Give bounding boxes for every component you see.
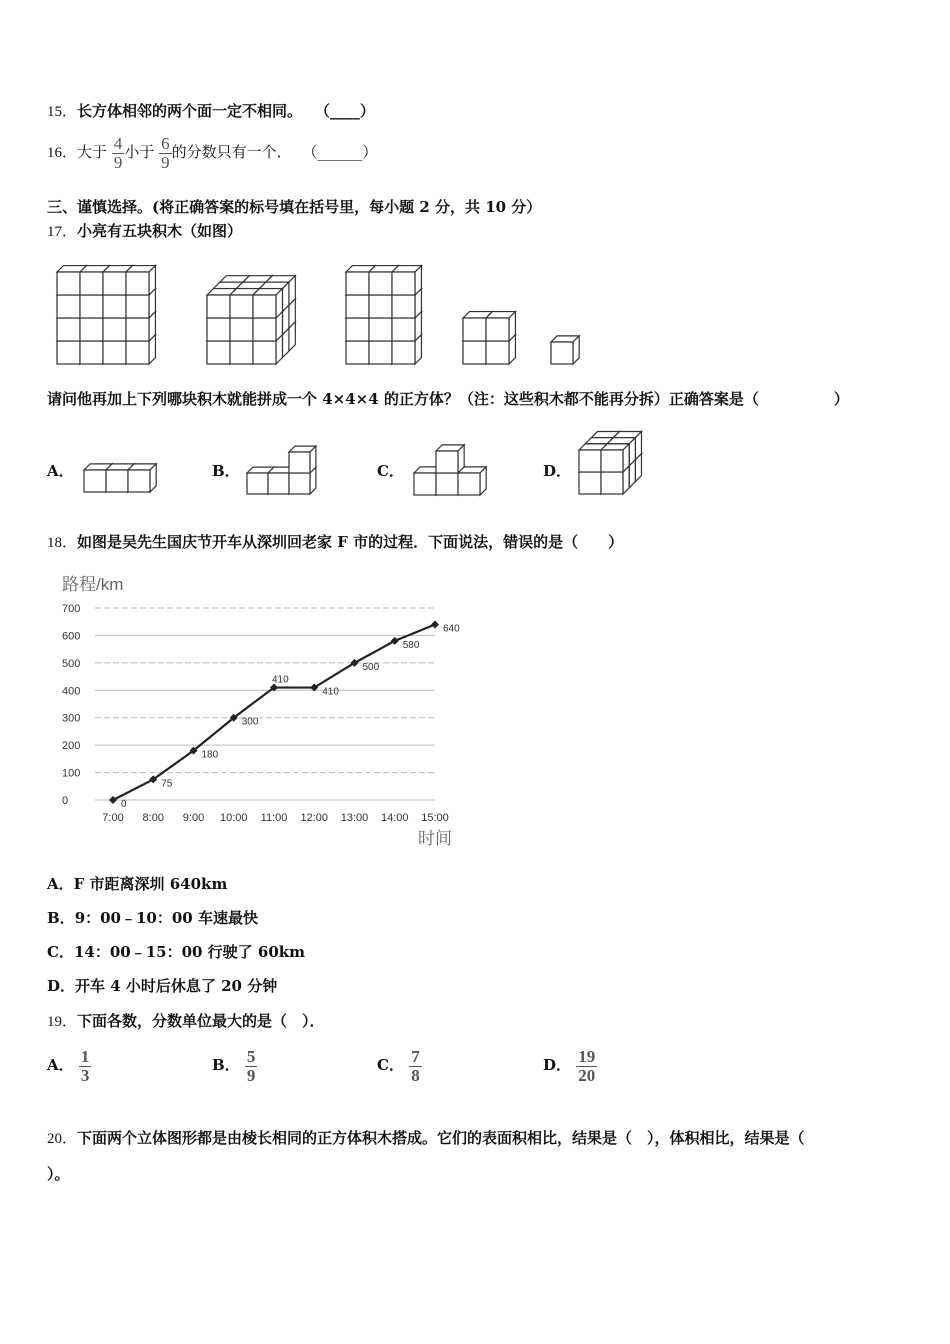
y-axis-label: 路程/km bbox=[62, 575, 124, 594]
data-label: 640 bbox=[443, 623, 460, 635]
data-label: 75 bbox=[161, 778, 173, 790]
data-point bbox=[109, 796, 117, 804]
data-label: 180 bbox=[201, 749, 219, 761]
x-tick-label: 14:00 bbox=[380, 812, 409, 824]
option-label: D． bbox=[47, 977, 76, 995]
option-d-block bbox=[579, 432, 641, 494]
question-text-pre: 大于 bbox=[77, 143, 108, 161]
x-axis-label: 时间 bbox=[418, 829, 452, 848]
option-blocks-figure bbox=[0, 0, 950, 520]
x-tick-label: 12:00 bbox=[300, 812, 329, 824]
option-label: C． bbox=[47, 943, 74, 961]
fraction-option-c: $\frac{7}{8}$ bbox=[411, 1046, 420, 1085]
x-tick-label: 7:00 bbox=[102, 812, 124, 824]
question-text-post: 的分数只有一个． bbox=[171, 143, 292, 161]
option-text: 9：00﹣10：00 车速最快 bbox=[74, 909, 258, 927]
y-tick-label: 500 bbox=[62, 657, 81, 670]
y-tick-label: 600 bbox=[62, 630, 81, 643]
question-text: 下面各数，分数单位最大的是（ ）． bbox=[77, 1012, 325, 1030]
data-label: 300 bbox=[241, 716, 259, 728]
option-c[interactable]: C． bbox=[377, 462, 404, 480]
data-point bbox=[431, 620, 439, 628]
question-20 bbox=[47, 1128, 805, 1149]
series-line bbox=[113, 624, 435, 800]
question-17-prompt: 请问他再加上下列哪块积木就能拼成一个 4×4×4 的正方体？（注：这些积木都不能再分拆）正确答案是（ ） bbox=[47, 390, 849, 408]
option-d[interactable]: D． $\frac{19}{20}$ bbox=[543, 1046, 596, 1085]
question-number: 15． bbox=[47, 104, 78, 120]
y-tick-label: 700 bbox=[62, 603, 81, 615]
question-text: 小亮有五块积木（如图） bbox=[77, 222, 243, 240]
option-text: 开车 4 小时后休息了 20 分钟 bbox=[75, 977, 278, 995]
x-tick-label: 10:00 bbox=[219, 812, 248, 824]
y-tick-label: 400 bbox=[62, 685, 81, 698]
y-tick-label: 0 bbox=[62, 795, 69, 807]
option-b-row[interactable] bbox=[47, 908, 258, 928]
question-19 bbox=[47, 1011, 325, 1032]
data-label: 410 bbox=[272, 674, 289, 686]
fraction-option-b: $\frac{5}{9}$ bbox=[246, 1046, 256, 1085]
option-text: F 市距离深圳 640km bbox=[73, 875, 228, 893]
x-tick-label: 13:00 bbox=[340, 812, 369, 824]
question-text-mid: 小于 bbox=[124, 143, 155, 161]
question-text: 长方体相邻的两个面一定不相同。 bbox=[77, 102, 303, 120]
y-tick-label: 100 bbox=[62, 767, 81, 780]
option-d[interactable]: D． bbox=[543, 462, 572, 480]
question-number: 17． bbox=[47, 224, 78, 240]
option-a-block bbox=[84, 464, 156, 492]
y-tick-label: 200 bbox=[62, 740, 81, 753]
option-label: B． bbox=[47, 909, 75, 927]
data-label: 0 bbox=[121, 799, 127, 810]
answer-blank[interactable]: （____） bbox=[314, 102, 375, 120]
data-label: 410 bbox=[322, 686, 339, 698]
option-a[interactable]: A． $\frac{1}{3}$ bbox=[47, 1046, 90, 1085]
x-tick-label: 15:00 bbox=[421, 812, 449, 824]
distance-time-chart bbox=[50, 565, 470, 855]
option-d-row[interactable] bbox=[47, 976, 277, 996]
option-text: 14：00﹣15：00 行驶了 60km bbox=[73, 943, 306, 961]
question-18 bbox=[47, 532, 623, 553]
option-c-row[interactable] bbox=[47, 942, 305, 962]
answer-blank[interactable]: （______） bbox=[302, 143, 378, 161]
fraction-4-9: $\frac{4}{9}$ bbox=[113, 133, 123, 172]
question-number: 19． bbox=[47, 1014, 78, 1030]
fraction-6-9: $\frac{6}{9}$ bbox=[161, 133, 170, 172]
x-tick-label: 11:00 bbox=[260, 812, 288, 824]
x-tick-label: 8:00 bbox=[142, 812, 164, 824]
option-b[interactable]: B． $\frac{5}{9}$ bbox=[212, 1046, 256, 1085]
option-a[interactable]: A． bbox=[47, 462, 74, 480]
fraction-option-d: $\frac{19}{20}$ bbox=[578, 1046, 596, 1085]
question-text: 下面两个立体图形都是由棱长相同的正方体积木搭成。它们的表面积相比，结果是（ ），体积相比，结果是（ bbox=[77, 1129, 805, 1147]
data-label: 580 bbox=[402, 639, 420, 651]
question-20-cont: ）。 bbox=[47, 1165, 70, 1183]
question-number: 20． bbox=[47, 1131, 78, 1147]
question-number: 16． bbox=[47, 145, 78, 161]
option-b-block bbox=[247, 446, 316, 494]
option-c[interactable]: C． $\frac{7}{8}$ bbox=[377, 1046, 420, 1085]
section-title: 三、谨慎选择。(将正确答案的标号填在括号里，每小题 2 分，共 10 分） bbox=[47, 198, 542, 216]
option-label: A． bbox=[47, 875, 74, 893]
question-text: 如图是吴先生国庆节开车从深圳回老家 F 市的过程．下面说法，错误的是（ ） bbox=[77, 533, 624, 551]
option-b[interactable]: B． bbox=[212, 462, 240, 480]
option-a-row[interactable] bbox=[47, 874, 227, 894]
option-c-block bbox=[414, 445, 486, 495]
question-number: 18． bbox=[47, 535, 78, 551]
y-tick-label: 300 bbox=[62, 712, 81, 725]
x-tick-label: 9:00 bbox=[182, 812, 205, 824]
fraction-option-a: $\frac{1}{3}$ bbox=[80, 1046, 90, 1085]
data-point bbox=[391, 637, 399, 645]
data-label: 500 bbox=[362, 661, 380, 673]
